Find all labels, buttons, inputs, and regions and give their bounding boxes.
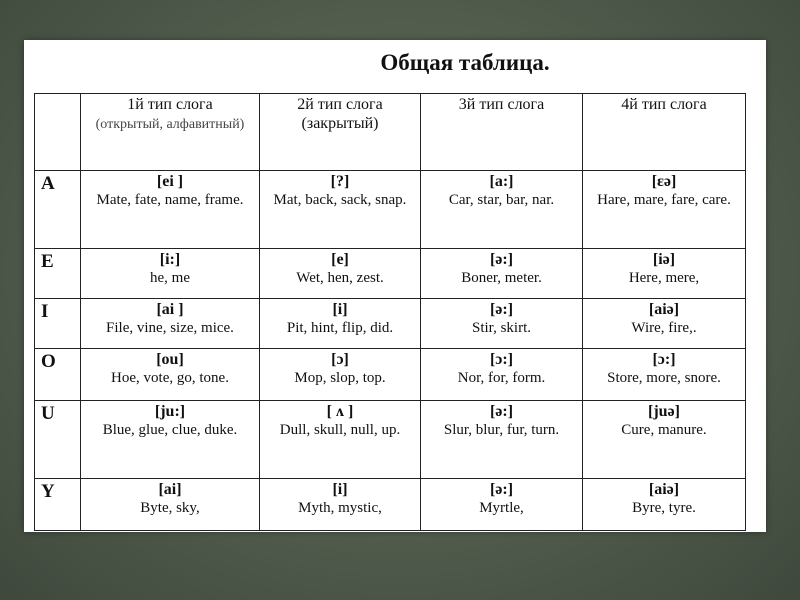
table-cell (81, 401, 260, 479)
header-row (35, 94, 746, 171)
examples: Blue, glue, clue, duke. (102, 422, 238, 438)
header-main: 3й тип слога (458, 96, 545, 113)
table-cell (421, 349, 583, 401)
table-cell (81, 249, 260, 299)
table-cell (81, 349, 260, 401)
header-cell (583, 94, 746, 171)
table-cell (260, 171, 421, 249)
examples: Store, more, snore. (607, 370, 721, 386)
examples: Wire, fire,. (631, 320, 697, 336)
examples: Byre, tyre. (632, 500, 696, 516)
phonetic: [i] (332, 301, 348, 318)
examples: he, me (150, 270, 190, 286)
phonetic: [ə:] (489, 301, 514, 318)
examples: Boner, meter. (461, 270, 542, 286)
examples: Myrtle, (479, 500, 524, 516)
phonetic: [aiə] (648, 481, 680, 498)
table-cell (421, 249, 583, 299)
header-main: 4й тип слога (621, 96, 707, 113)
examples: Wet, hen, zest. (296, 270, 384, 286)
examples: Car, star, bar, nar. (448, 192, 555, 208)
header-main: 2й тип слога (297, 96, 383, 113)
table-row (35, 349, 746, 401)
examples: Hare, mare, fare, care. (597, 192, 731, 208)
phonetic: [a:] (489, 173, 514, 190)
header-cell (81, 94, 260, 171)
table-cell (81, 171, 260, 249)
vowel-letter: Y (35, 479, 81, 531)
vowel-letter: E (35, 249, 81, 299)
table-cell (260, 299, 421, 349)
examples: Mate, fate, name, frame. (96, 192, 244, 208)
examples: Dull, skull, null, up. (279, 422, 401, 438)
phonetic: [?] (330, 173, 350, 190)
phonetic: [ɔ:] (652, 351, 676, 368)
table-row (35, 401, 746, 479)
table-row (35, 479, 746, 531)
header-main: 1й тип слога (127, 96, 213, 113)
phonetic: [aiə] (648, 301, 680, 318)
table-cell (583, 401, 746, 479)
table-cell (421, 299, 583, 349)
table-cell (260, 401, 421, 479)
header-cell (260, 94, 421, 171)
phonetic: [ɔ:] (489, 351, 514, 368)
examples: Myth, mystic, (298, 500, 382, 516)
phonetic: [ou] (156, 351, 184, 368)
examples: Hoe, vote, go, tone. (111, 370, 229, 386)
examples: Pit, hint, flip, did. (286, 320, 394, 336)
table-cell (421, 171, 583, 249)
table-cell (583, 249, 746, 299)
examples: Here, mere, (628, 270, 700, 286)
table-cell (583, 349, 746, 401)
header-sub: (закрытый) (301, 115, 379, 132)
table-row (35, 249, 746, 299)
table-cell (260, 249, 421, 299)
examples: Nor, for, form. (457, 370, 546, 386)
corner-cell (35, 94, 81, 171)
phonetic: [ɛə] (651, 173, 677, 190)
phonetic: [iə] (652, 251, 676, 268)
table-cell (81, 299, 260, 349)
phonetic: [ə:] (489, 403, 514, 420)
examples: Stir, skirt. (472, 320, 531, 336)
table-cell (260, 349, 421, 401)
phonetic: [ai] (158, 481, 182, 498)
table-cell (421, 479, 583, 531)
table-row (35, 171, 746, 249)
phonetic: [e] (331, 251, 349, 268)
phonetic: [i] (332, 481, 348, 498)
table-cell (583, 171, 746, 249)
syllable-table (34, 93, 746, 531)
examples: Slur, blur, fur, turn. (443, 422, 560, 438)
header-cell (421, 94, 583, 171)
table-cell (81, 479, 260, 531)
phonetic: [ə:] (489, 251, 514, 268)
page-title: Общая таблица. (380, 50, 550, 75)
table-row (35, 299, 746, 349)
table-cell (583, 479, 746, 531)
vowel-letter: A (35, 171, 81, 249)
examples: Mop, slop, top. (294, 370, 386, 386)
phonetic: [ju:] (154, 403, 186, 420)
table-cell (583, 299, 746, 349)
examples: Mat, back, sack, snap. (273, 192, 407, 208)
phonetic: [ɔ] (331, 351, 349, 368)
phonetic: [ ʌ ] (326, 403, 354, 420)
phonetic: [ə:] (489, 481, 514, 498)
examples: Byte, sky, (140, 500, 200, 516)
phonetic: [juə] (648, 403, 680, 420)
phonetic: [ei ] (156, 173, 184, 190)
header-sub: (открытый, алфавитный) (95, 117, 245, 132)
phonetic: [i:] (159, 251, 181, 268)
table-cell (260, 479, 421, 531)
vowel-letter: O (35, 349, 81, 401)
table-cell (421, 401, 583, 479)
vowel-letter: U (35, 401, 81, 479)
slide (24, 40, 766, 532)
phonetic: [ai ] (156, 301, 184, 318)
examples: File, vine, size, mice. (106, 320, 234, 336)
vowel-letter: I (35, 299, 81, 349)
examples: Cure, manure. (621, 422, 707, 438)
